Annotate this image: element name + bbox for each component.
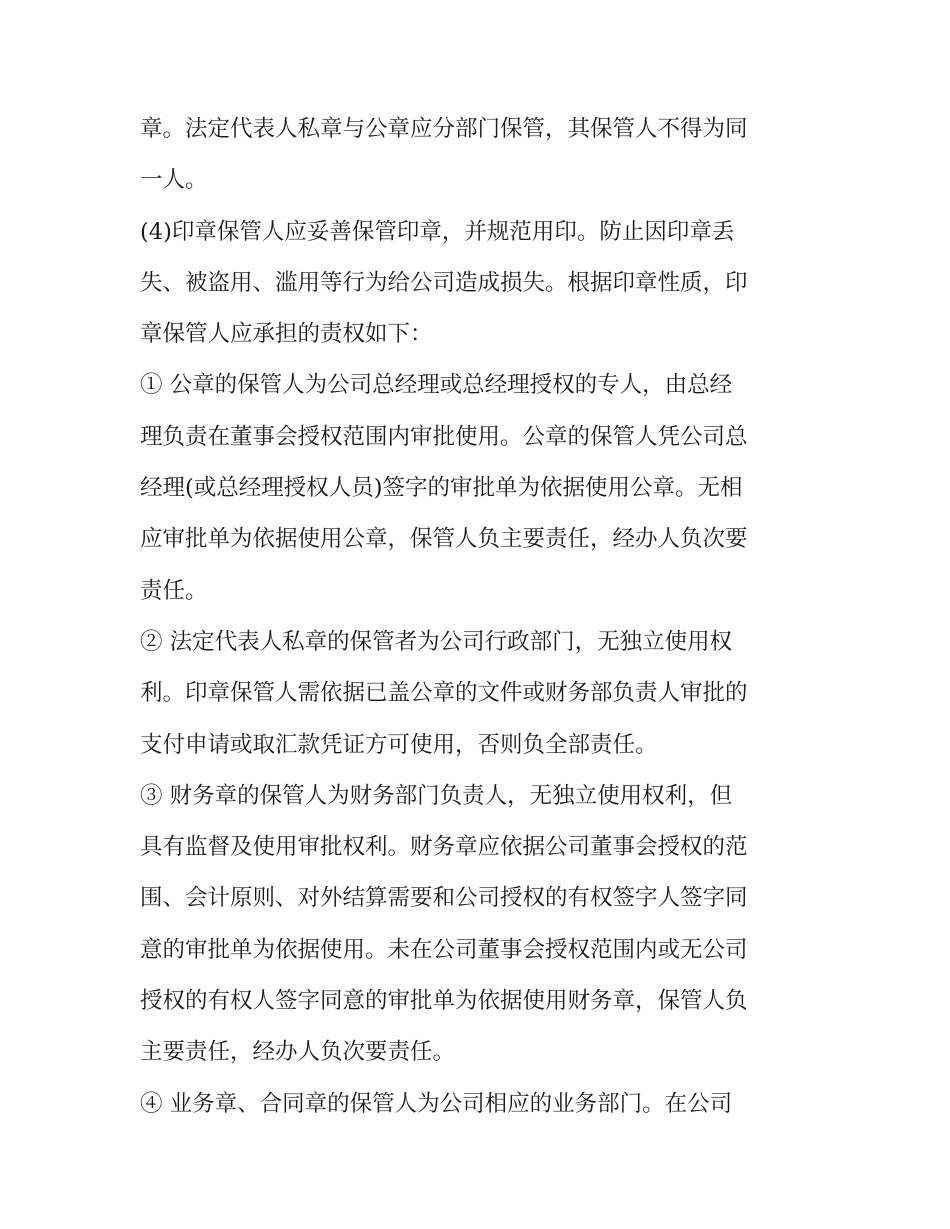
text-line: 意的审批单为依据使用。未在公司董事会授权范围内或无公司	[140, 936, 748, 963]
text-line: 章保管人应承担的责权如下：	[140, 321, 433, 348]
text-line: 章。法定代表人私章与公章应分部门保管，其保管人不得为同	[140, 116, 748, 142]
text-line: ② 法定代表人私章的保管者为公司行政部门，无独立使用权	[140, 628, 733, 655]
text-line: 主要责任，经办人负次要责任。	[140, 1039, 456, 1066]
text-line: 围、会计原则、对外结算需要和公司授权的有权签字人签字同	[140, 885, 748, 912]
text-line: ① 公章的保管人为公司总经理或总经理授权的专人，由总经	[140, 372, 733, 399]
text-line: 应审批单为依据使用公章，保管人负主要责任，经办人负次要	[140, 526, 748, 553]
text-line: 理负责在董事会授权范围内审批使用。公章的保管人凭公司总	[140, 423, 748, 450]
text-line: (4)印章保管人应妥善保管印章，并规范用印。防止因印章丢	[140, 218, 735, 245]
text-line: 一人。	[140, 167, 208, 194]
text-line: 授权的有权人签字同意的审批单为依据使用财务章，保管人负	[140, 988, 748, 1015]
text-line: 利。印章保管人需依据已盖公章的文件或财务部负责人审批的	[140, 680, 748, 707]
text-line: 经理(或总经理授权人员)签字的审批单为依据使用公章。无相	[140, 475, 743, 502]
document-body	[140, 104, 820, 1130]
text-line: ③ 财务章的保管人为财务部门负责人，无独立使用权利，但	[140, 782, 733, 809]
text-line: 失、被盗用、滥用等行为给公司造成损失。根据印章性质，印	[140, 269, 748, 296]
text-line: ④ 业务章、合同章的保管人为公司相应的业务部门。在公司	[140, 1090, 733, 1117]
text-line: 支付申请或取汇款凭证方可使用，否则负全部责任。	[140, 731, 658, 758]
text-line: 责任。	[140, 577, 208, 604]
text-line: 具有监督及使用审批权利。财务章应依据公司董事会授权的范	[140, 834, 748, 861]
